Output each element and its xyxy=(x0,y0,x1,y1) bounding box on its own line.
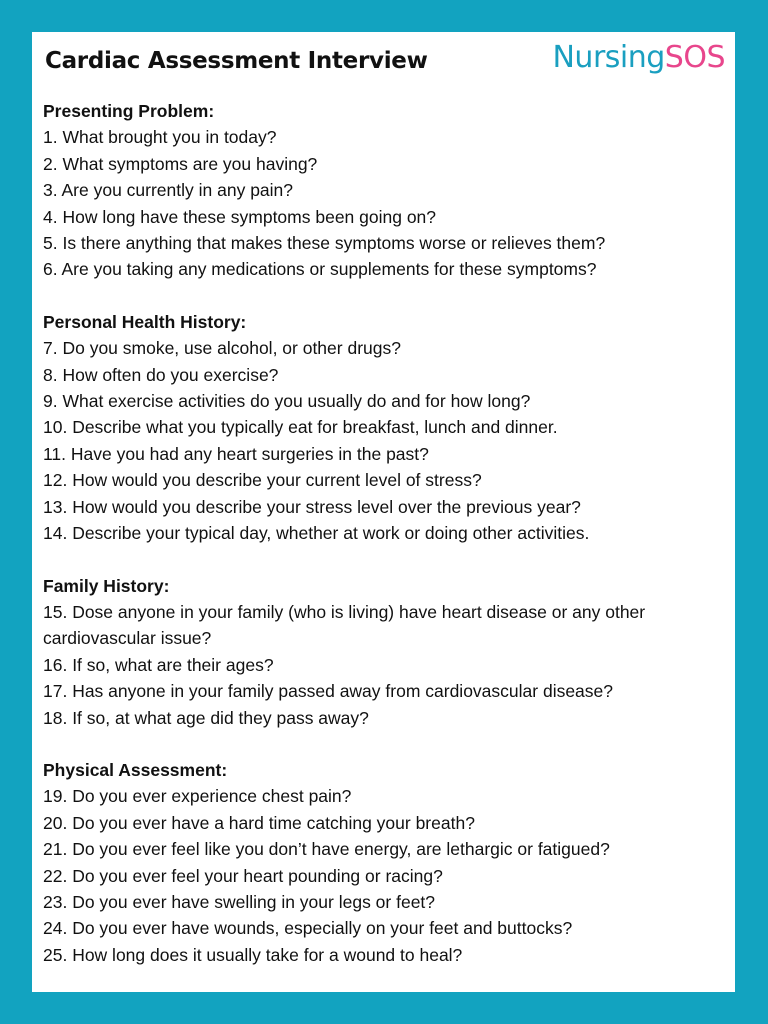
question-item: 16. If so, what are their ages? xyxy=(43,654,274,675)
question-item: 12. How would you describe your current level of stress? xyxy=(43,470,482,491)
question-list xyxy=(43,783,735,968)
question-item: 10. Describe what you typically eat for breakfast, lunch and dinner. xyxy=(43,417,558,438)
question-sections xyxy=(43,98,735,968)
section-presenting-problem xyxy=(43,98,735,283)
question-item: 13. How would you describe your stress level over the previous year? xyxy=(43,496,581,517)
question-item: 18. If so, at what age did they pass away? xyxy=(43,707,369,728)
question-list xyxy=(43,335,735,546)
nursingsos-logo xyxy=(552,40,725,75)
section-family-history xyxy=(43,573,735,731)
question-item: 15. Dose anyone in your family (who is living) have heart disease or any other cardiovascular issue? xyxy=(43,601,646,649)
question-item: 1. What brought you in today? xyxy=(43,127,277,148)
question-item: 22. Do you ever feel your heart pounding or racing? xyxy=(43,865,443,886)
logo-sos-text: SOS xyxy=(664,40,725,75)
section-title: Family History: xyxy=(43,575,170,596)
question-item: 19. Do you ever experience chest pain? xyxy=(43,786,352,807)
question-item: 25. How long does it usually take for a wound to heal? xyxy=(43,944,463,965)
question-item: 23. Do you ever have swelling in your legs or feet? xyxy=(43,891,436,912)
question-item: 6. Are you taking any medications or supplements for these symptoms? xyxy=(43,259,597,280)
header xyxy=(43,32,735,98)
question-list xyxy=(43,599,735,731)
logo-nursing-text: Nursing xyxy=(552,40,665,75)
question-item: 11. Have you had any heart surgeries in the past? xyxy=(43,443,429,464)
document-card xyxy=(32,32,735,992)
question-item: 7. Do you smoke, use alcohol, or other drugs? xyxy=(43,338,401,359)
question-item: 3. Are you currently in any pain? xyxy=(43,180,294,201)
section-title: Personal Health History: xyxy=(43,311,247,332)
question-item: 14. Describe your typical day, whether at work or doing other activities. xyxy=(43,523,590,544)
question-item: 4. How long have these symptoms been going on? xyxy=(43,206,437,227)
section-physical-assessment xyxy=(43,757,735,968)
question-item: 24. Do you ever have wounds, especially on your feet and buttocks? xyxy=(43,918,573,939)
section-title: Presenting Problem: xyxy=(43,101,215,121)
section-title: Physical Assessment: xyxy=(43,759,228,780)
question-item: 21. Do you ever feel like you don’t have energy, are lethargic or fatigued? xyxy=(43,839,610,860)
question-item: 20. Do you ever have a hard time catching your breath? xyxy=(43,812,475,833)
question-item: 8. How often do you exercise? xyxy=(43,364,279,385)
section-personal-health-history xyxy=(43,309,735,547)
question-item: 17. Has anyone in your family passed away from cardiovascular disease? xyxy=(43,681,614,702)
question-list xyxy=(43,124,735,282)
page-title: Cardiac Assessment Interview xyxy=(45,48,428,74)
question-item: 9. What exercise activities do you usually do and for how long? xyxy=(43,391,531,412)
question-item: 5. Is there anything that makes these symptoms worse or relieves them? xyxy=(43,233,606,254)
question-item: 2. What symptoms are you having? xyxy=(43,153,318,174)
